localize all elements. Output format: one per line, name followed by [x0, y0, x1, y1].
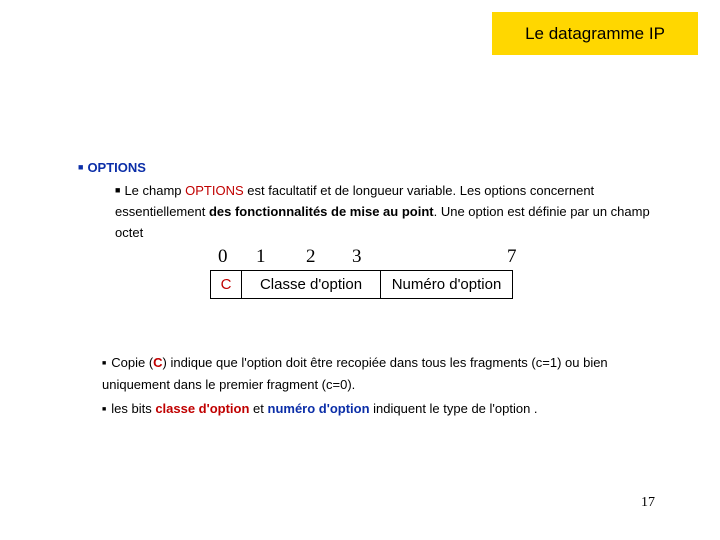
slide-title-text: Le datagramme IP	[525, 23, 665, 43]
option-byte-format	[210, 270, 513, 299]
bit-number-0: 0	[218, 246, 228, 267]
para2-text-2: ) indique que l'option doit être recopiée dans tous les fragments (c=1) ou bien uniquement dans le premier fragment (c=0).	[102, 355, 608, 392]
para3-numero-highlight: numéro d'option	[267, 401, 370, 416]
class-number-description	[102, 398, 662, 420]
square-bullet-icon: ■	[78, 162, 84, 172]
options-heading	[78, 160, 146, 175]
copy-bit-description	[102, 352, 662, 395]
para3-text-2: et	[249, 401, 268, 416]
para1-bold-text: des fonctionnalités de mise au point	[208, 204, 434, 219]
square-bullet-icon: ■	[102, 360, 107, 367]
para1-text-2: est facultatif et de longueur variable. Les options concernent essentiellement	[115, 183, 595, 219]
copy-bit-cell: C	[211, 271, 242, 298]
bit-number-1: 1	[256, 246, 266, 267]
bit-number-2: 2	[306, 246, 316, 267]
option-number-cell: Numéro d'option	[391, 276, 502, 293]
para2-c-highlight: C	[153, 355, 163, 370]
square-bullet-icon: ■	[115, 185, 121, 195]
para1-options-highlight: OPTIONS	[185, 183, 244, 198]
para3-classe-highlight: classe d'option	[155, 401, 250, 416]
bit-number-3: 3	[352, 246, 362, 267]
para2-text-1: Copie (	[111, 355, 154, 370]
page-number: 17	[641, 495, 655, 510]
option-class-cell: Classe d'option	[242, 271, 381, 298]
square-bullet-icon: ■	[102, 406, 107, 413]
options-heading-text: OPTIONS	[87, 160, 146, 175]
para3-text-3: indiquent le type de l'option .	[369, 401, 538, 416]
options-description	[115, 180, 660, 243]
slide-title	[492, 12, 698, 55]
para1-text-3: . Une option est définie par un champ octet	[115, 204, 650, 240]
para3-text-1: les bits	[111, 401, 156, 416]
bit-number-7: 7	[507, 246, 517, 267]
para1-text-1: Le champ	[124, 183, 186, 198]
